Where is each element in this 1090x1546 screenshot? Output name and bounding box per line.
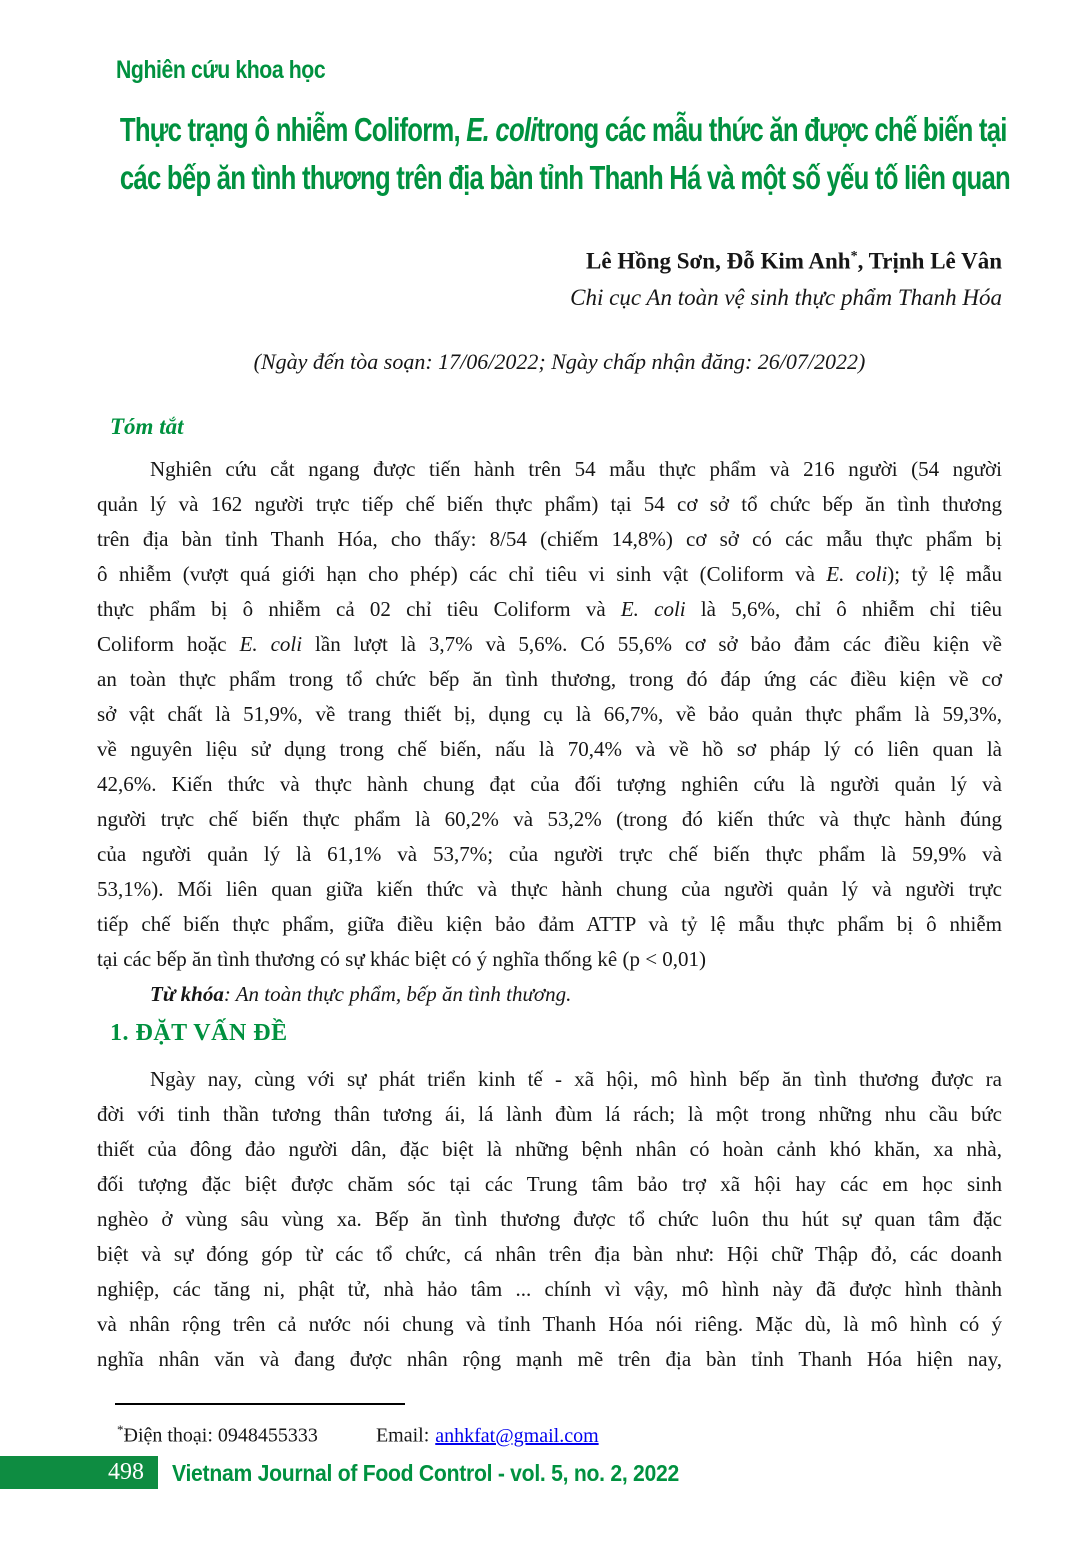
abstract-line-pre: ô nhiễm (vượt quá giới hạn cho phép) các chỉ tiêu vi sinh vật (Coliform và: [97, 562, 827, 586]
title-line-2: các bếp ăn tình thương trên địa bàn tỉnh Thanh Há và một số yếu tố liên quan: [119, 159, 1010, 196]
ecoli-italic: E. coli: [620, 597, 686, 621]
page-number-badge: [0, 1456, 158, 1489]
keywords-line: [97, 977, 1002, 1012]
journal-footer-title: Vietnam Journal of Food Control - vol. 5, no. 2, 2022: [172, 1460, 680, 1486]
abstract-line: tiếp chế biến thực phẩm, giữa điều kiện bảo đảm ATTP và tỷ lệ mẫu thực phẩm bị ô nhiễm: [97, 912, 1002, 936]
journal-section-label: Nghiên cứu khoa học: [116, 56, 326, 84]
body-line: Ngày nay, cùng với sự phát triển kinh tế - xã hội, mô hình bếp ăn tình thương được ra: [150, 1067, 1002, 1091]
abstract-line: tại các bếp ăn tình thương có sự khác biệt có ý nghĩa thống kê (p < 0,01): [97, 947, 707, 971]
body-line: biệt và sự đóng góp từ các tổ chức, cá nhân trên địa bàn như: Hội chữ Thập đỏ, các doanh: [97, 1242, 1002, 1266]
body-line: nghèo ở vùng sâu vùng xa. Bếp ăn tình thương được tổ chức luôn thu hút sự quan tâm đặc: [97, 1207, 1002, 1231]
abstract-line-pre: thực phẩm bị ô nhiễm cả 02 chỉ tiêu Coliform và: [97, 597, 621, 621]
email-link[interactable]: anhkfat@gmail.com: [435, 1424, 599, 1447]
ecoli-italic: E. coli: [826, 562, 888, 586]
body-line: và nhân rộng trên cả nước nói chung và tỉnh Thanh Hóa nói riêng. Mặc dù, là mô hình có ý: [97, 1312, 1002, 1336]
abstract-line: [97, 592, 1002, 627]
abstract-line: sở vật chất là 51,9%, về trang thiết bị, dụng cụ là 66,7%, về bảo quản thực phẩm là 59,3%,: [97, 702, 1002, 726]
footnote: [117, 1415, 1022, 1451]
body-line: nghĩa nhân văn và đang được nhân rộng mạnh mẽ trên địa bàn tỉnh Thanh Hóa hiện nay,: [97, 1347, 1002, 1371]
abstract-line: quản lý và 162 người trực tiếp chế biến thực phẩm) tại 54 cơ sở tổ chức bếp ăn tình thương: [97, 492, 1002, 516]
title-line-1: [119, 106, 1007, 154]
body-line: thiết của đông đảo người dân, đặc biệt là những bệnh nhân có hoàn cảnh khó khăn, xa nhà,: [97, 1137, 1002, 1161]
abstract-line-post: lần lượt là 3,7% và 5,6%. Có 55,6% cơ sở bảo đảm các điều kiện về: [302, 632, 1002, 656]
abstract-line: người trực chế biến thực phẩm là 60,2% và 53,2% (trong đó kiến thức và thực hành đúng: [97, 807, 1002, 831]
keywords-label: Từ khóa: [150, 982, 224, 1006]
abstract-line-post: ); tỷ lệ mẫu: [887, 562, 1002, 586]
section-1-heading: 1. ĐẶT VẤN ĐỀ: [110, 1020, 288, 1046]
authors-line: [97, 240, 1002, 279]
intro-paragraph: [97, 1062, 1002, 1377]
title-line-1-post: trong các mẫu thức ăn được chế biến tại: [536, 111, 1007, 148]
title-ecoli-italic: E. coli: [466, 111, 537, 148]
abstract-line: trên địa bàn tỉnh Thanh Hóa, cho thấy: 8/54 (chiếm 14,8%) cơ sở có các mẫu thực phẩm bị: [97, 527, 1002, 551]
article-title: [0, 106, 1090, 202]
abstract-line: của người quản lý là 61,1% và 53,7%; của người trực chế biến thực phẩm là 59,9% và: [97, 842, 1002, 866]
abstract-heading: Tóm tắt: [110, 414, 184, 439]
affiliation: Chi cục An toàn vệ sinh thực phẩm Thanh Hóa: [570, 285, 1002, 310]
authors-names-pre: Lê Hồng Sơn, Đỗ Kim Anh: [586, 248, 851, 274]
title-line-1-pre: Thực trạng ô nhiễm Coliform,: [119, 111, 467, 148]
footnote-separator-rule: [115, 1403, 405, 1405]
phone-text: Điện thoại: 0948455333: [123, 1424, 318, 1447]
abstract-line-pre: Coliform hoặc: [97, 632, 240, 656]
abstract-line: về nguyên liệu sử dụng trong chế biến, nấu là 70,4% và về hồ sơ pháp lý có liên quan là: [97, 737, 1002, 761]
abstract-line: Nghiên cứu cắt ngang được tiến hành trên 54 mẫu thực phẩm và 216 người (54 người: [150, 457, 1002, 481]
keywords-text: : An toàn thực phẩm, bếp ăn tình thương.: [223, 982, 572, 1006]
abstract-paragraph: [97, 452, 1002, 977]
authors-names-post: , Trịnh Lê Vân: [857, 248, 1002, 274]
author-asterisk: *: [850, 249, 858, 264]
submission-dates: (Ngày đến tòa soạn: 17/06/2022; Ngày chấp nhận đăng: 26/07/2022): [253, 349, 866, 374]
footnote-asterisk: *: [117, 1422, 124, 1437]
body-line: nghiệp, các tăng ni, phật tử, nhà hảo tâm ... chính vì vậy, mô hình này đã được hình thành: [97, 1277, 1002, 1301]
email-label: Email:: [375, 1424, 430, 1447]
abstract-line: an toàn thực phẩm trong tổ chức bếp ăn tình thương, trong đó đáp ứng các điều kiện về cơ: [97, 667, 1002, 691]
abstract-line: 42,6%. Kiến thức và thực hành chung đạt của đối tượng nghiên cứu là người quản lý và: [97, 772, 1002, 796]
body-line: đối tượng đặc biệt được chăm sóc tại các Trung tâm bảo trợ xã hội hay các em học sinh: [97, 1172, 1002, 1196]
abstract-line-post: là 5,6%, chỉ ô nhiễm chỉ tiêu: [685, 597, 1002, 621]
ecoli-italic: E. coli: [239, 632, 303, 656]
abstract-line: 53,1%). Mối liên quan giữa kiến thức và thực hành chung của người quản lý và người trực: [97, 877, 1002, 901]
page-number: 498: [108, 1459, 144, 1485]
abstract-line: [97, 627, 1002, 662]
abstract-line: [97, 557, 1002, 592]
body-line: đời với tinh thần tương thân tương ái, lá lành đùm lá rách; là một trong những nhu cầu bức: [97, 1102, 1002, 1126]
